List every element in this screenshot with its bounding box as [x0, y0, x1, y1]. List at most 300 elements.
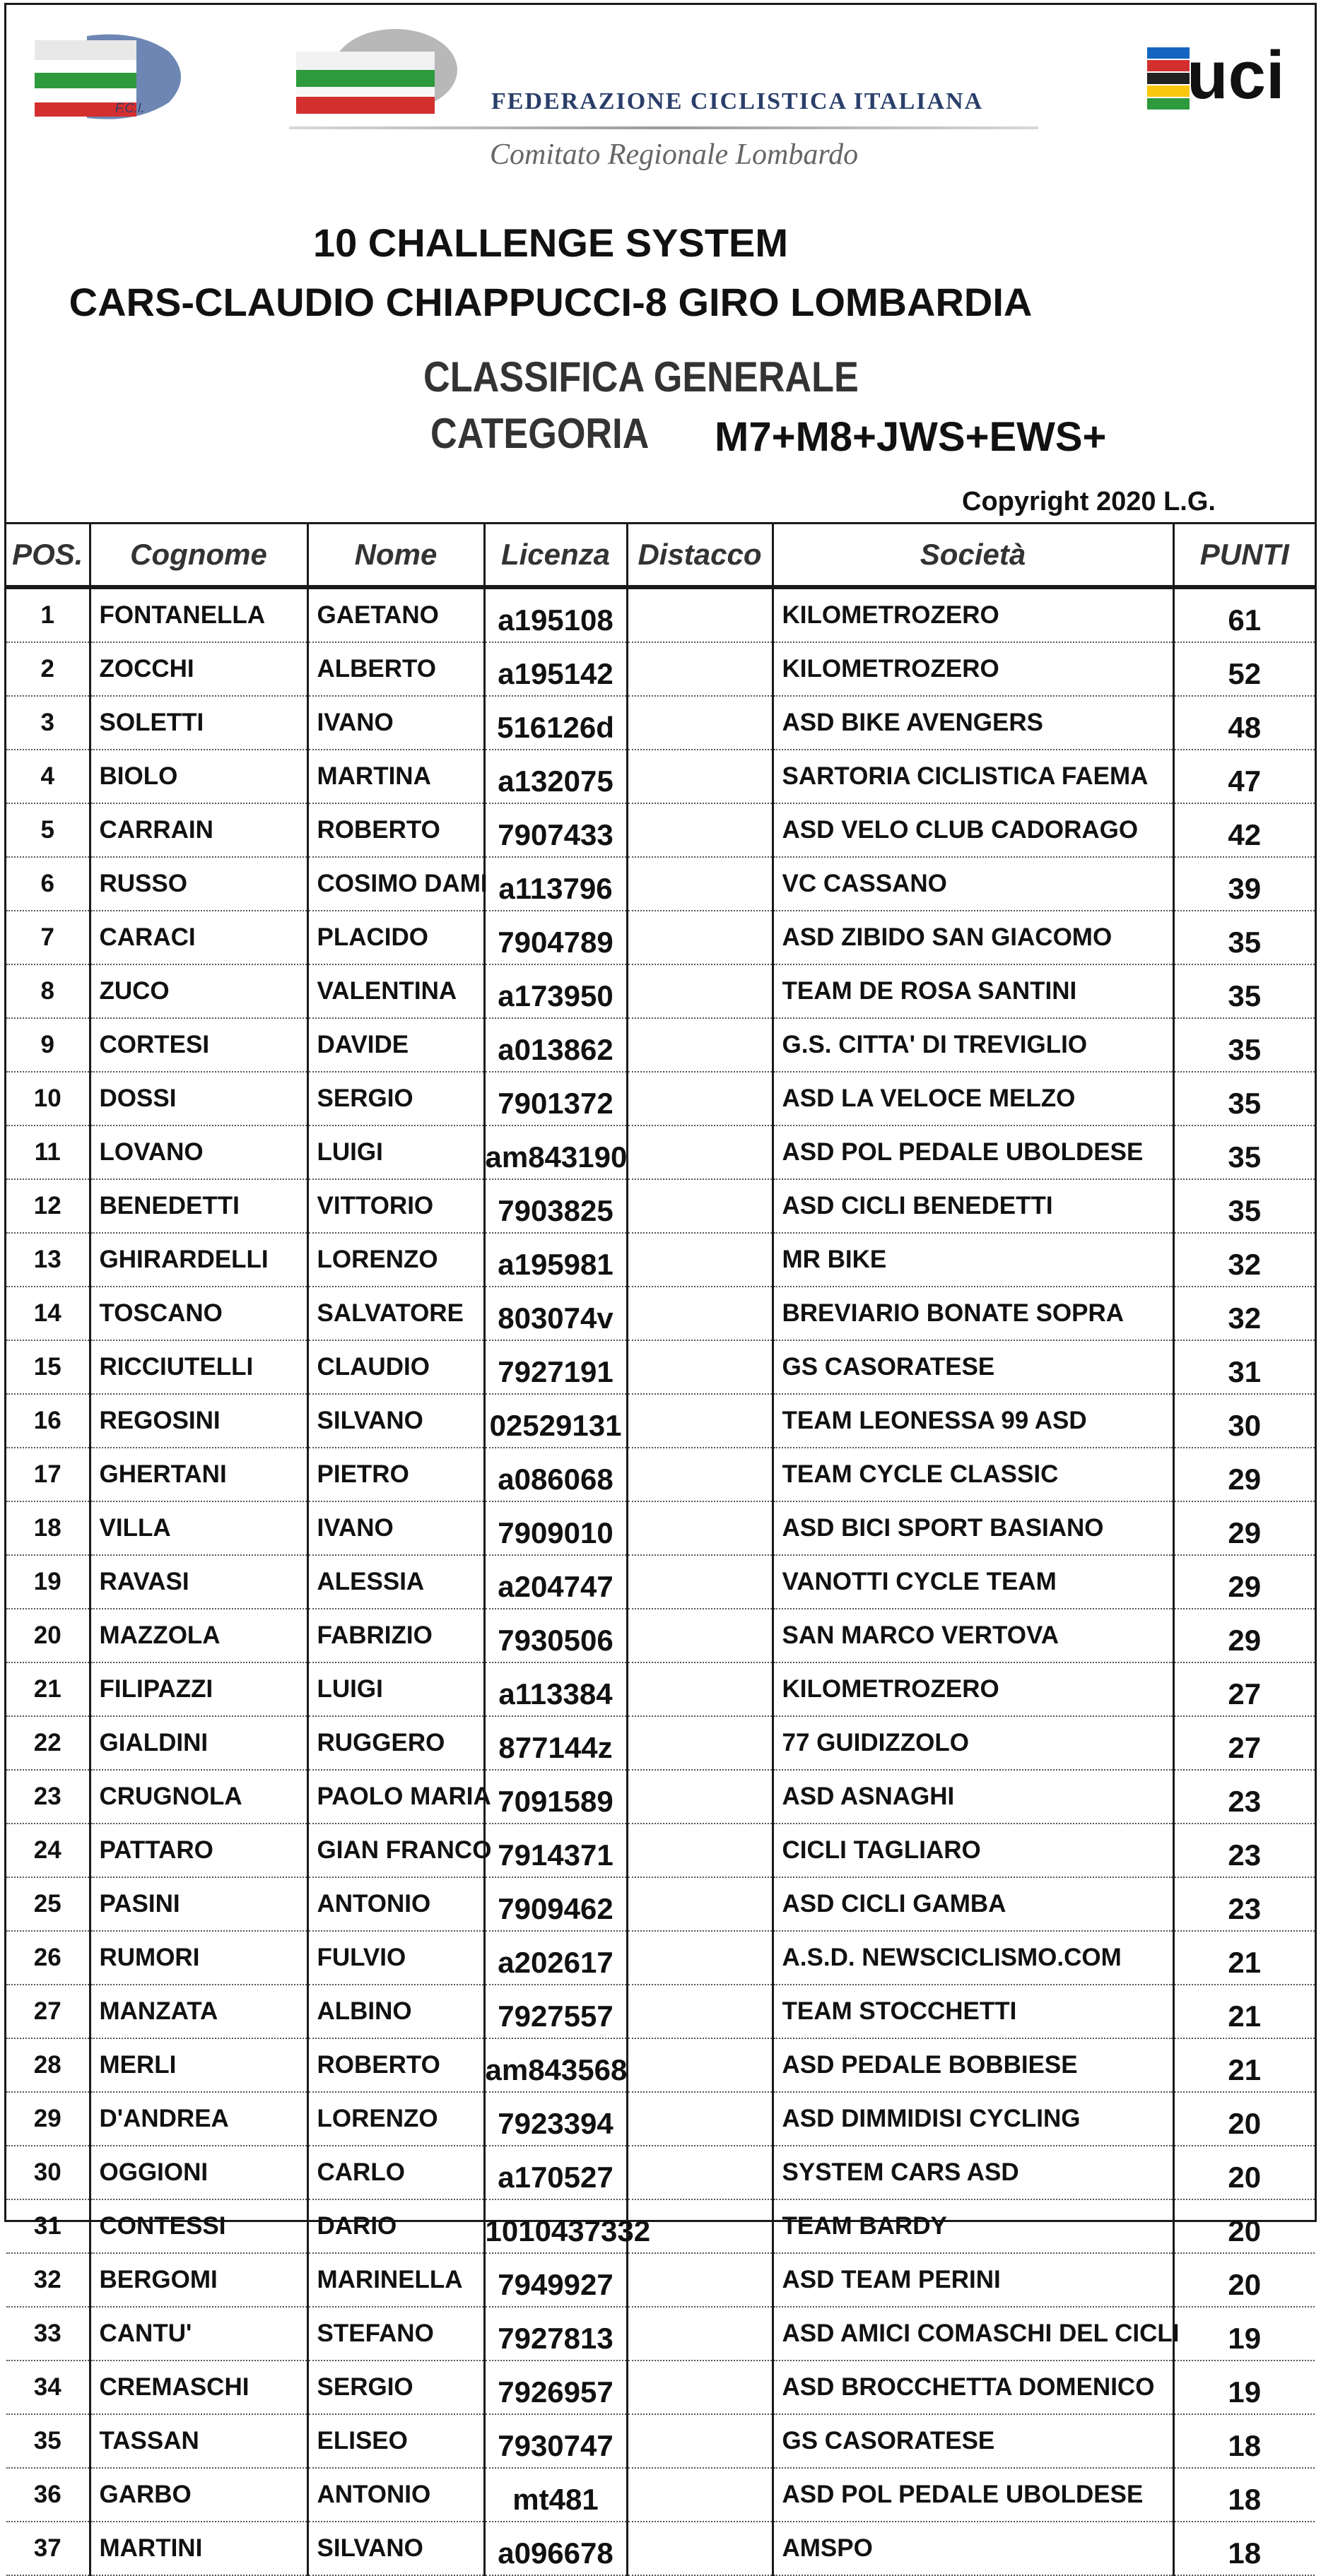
svg-text:F.C.I.: F.C.I. [115, 101, 145, 115]
cell-surname: CREMASCHI [90, 2361, 307, 2414]
cell-surname: RUSSO [90, 857, 307, 911]
col-header-points: PUNTI [1173, 524, 1315, 588]
cell-license: a195142 [484, 642, 627, 696]
table-row [6, 2199, 1315, 2253]
cell-position: 4 [6, 750, 90, 803]
cell-club: TEAM BARDY [773, 2199, 1173, 2253]
table-row [6, 1125, 1315, 1179]
header-divider [289, 126, 1038, 129]
cell-surname: CARRAIN [90, 803, 307, 857]
table-row [6, 2146, 1315, 2199]
cell-position: 7 [6, 911, 90, 964]
cell-club: KILOMETROZERO [773, 642, 1173, 696]
category-label: CATEGORIA [430, 410, 650, 457]
cell-first-name: VITTORIO [307, 1179, 484, 1233]
cell-position: 10 [6, 1072, 90, 1125]
cell-points: 29 [1173, 1448, 1315, 1501]
cell-points: 31 [1173, 1340, 1315, 1394]
cell-club: TEAM DE ROSA SANTINI [773, 964, 1173, 1018]
cell-first-name: GAETANO [307, 587, 484, 642]
cell-license: 7930747 [484, 2414, 627, 2468]
cell-license: 516126d [484, 696, 627, 750]
cell-position: 37 [6, 2522, 90, 2575]
table-row [6, 2414, 1315, 2468]
cell-points: 32 [1173, 1287, 1315, 1340]
cell-license: am843190 [484, 1125, 627, 1179]
cell-first-name: STEFANO [307, 2307, 484, 2361]
cell-position: 15 [6, 1340, 90, 1394]
cell-club: VC CASSANO [773, 857, 1173, 911]
table-row [6, 2253, 1315, 2307]
cell-first-name: ANTONIO [307, 2468, 484, 2522]
cell-points: 61 [1173, 587, 1315, 642]
cell-points: 32 [1173, 1233, 1315, 1287]
cell-points: 27 [1173, 1662, 1315, 1716]
cell-license: am843568 [484, 2038, 627, 2092]
svg-text:uci: uci [1187, 37, 1285, 113]
table-row [6, 1287, 1315, 1340]
cell-points: 23 [1173, 1877, 1315, 1931]
cell-points: 35 [1173, 1072, 1315, 1125]
cell-first-name: MARINELLA [307, 2253, 484, 2307]
table-row [6, 1662, 1315, 1716]
cell-position: 16 [6, 1394, 90, 1448]
cell-position: 31 [6, 2199, 90, 2253]
cell-surname: ZUCO [90, 964, 307, 1018]
cell-license: 7901372 [484, 1072, 627, 1125]
cell-club: KILOMETROZERO [773, 587, 1173, 642]
cell-points: 35 [1173, 1179, 1315, 1233]
table-row [6, 1770, 1315, 1824]
table-header-row [6, 524, 1315, 588]
table-row [6, 911, 1315, 964]
cell-gap [627, 1501, 773, 1555]
cell-license: 7927191 [484, 1340, 627, 1394]
cell-license: 7926957 [484, 2361, 627, 2414]
cell-position: 3 [6, 696, 90, 750]
copyright-note: Copyright 2020 L.G. [962, 487, 1216, 516]
cell-points: 35 [1173, 964, 1315, 1018]
cell-gap [627, 1555, 773, 1609]
cell-license: 7903825 [484, 1179, 627, 1233]
cell-position: 5 [6, 803, 90, 857]
table-row [6, 1072, 1315, 1125]
cell-gap [627, 1716, 773, 1770]
table-row [6, 1555, 1315, 1609]
category-value: M7+M8+JWS+EWS+ [715, 414, 1107, 460]
cell-gap [627, 2414, 773, 2468]
cell-club: KILOMETROZERO [773, 1662, 1173, 1716]
cell-first-name: CARLO [307, 2146, 484, 2199]
cell-points: 19 [1173, 2307, 1315, 2361]
cell-club: ASD PEDALE BOBBIESE [773, 2038, 1173, 2092]
cell-gap [627, 1125, 773, 1179]
cell-club: ASD ASNAGHI [773, 1770, 1173, 1824]
cell-surname: RAVASI [90, 1555, 307, 1609]
cell-first-name: ANTONIO [307, 1877, 484, 1931]
cell-club: AMSPO [773, 2522, 1173, 2575]
cell-club: ASD AMICI COMASCHI DEL CICLI [773, 2307, 1173, 2361]
standings-table [6, 522, 1315, 2576]
cell-gap [627, 1394, 773, 1448]
cell-surname: OGGIONI [90, 2146, 307, 2199]
results-sheet [4, 3, 1317, 2570]
cell-position: 26 [6, 1931, 90, 1985]
cell-surname: TASSAN [90, 2414, 307, 2468]
cell-first-name: DAVIDE [307, 1018, 484, 1072]
table-row [6, 2361, 1315, 2414]
table-row [6, 1877, 1315, 1931]
cell-position: 6 [6, 857, 90, 911]
cell-license: a202617 [484, 1931, 627, 1985]
cell-gap [627, 2092, 773, 2146]
table-row [6, 1233, 1315, 1287]
cell-points: 48 [1173, 696, 1315, 750]
cell-club: ASD TEAM PERINI [773, 2253, 1173, 2307]
cell-first-name: DARIO [307, 2199, 484, 2253]
table-row [6, 1824, 1315, 1877]
table-row [6, 857, 1315, 911]
cell-club: VANOTTI CYCLE TEAM [773, 1555, 1173, 1609]
cell-surname: D'ANDREA [90, 2092, 307, 2146]
cell-gap [627, 587, 773, 642]
cell-gap [627, 1609, 773, 1662]
table-row [6, 1448, 1315, 1501]
cell-club: ASD BICI SPORT BASIANO [773, 1501, 1173, 1555]
table-row [6, 1179, 1315, 1233]
cell-position: 24 [6, 1824, 90, 1877]
cell-gap [627, 2307, 773, 2361]
table-row [6, 2092, 1315, 2146]
cell-points: 30 [1173, 1394, 1315, 1448]
cell-license: 7909462 [484, 1877, 627, 1931]
cell-first-name: PAOLO MARIA [307, 1770, 484, 1824]
table-row [6, 1931, 1315, 1985]
cell-position: 28 [6, 2038, 90, 2092]
table-row [6, 803, 1315, 857]
col-header-surname: Cognome [90, 524, 307, 588]
cell-surname: CANTU' [90, 2307, 307, 2361]
cell-license: 1010437332 [484, 2199, 627, 2253]
cell-points: 21 [1173, 2038, 1315, 2092]
cell-club: ASD BROCCHETTA DOMENICO [773, 2361, 1173, 2414]
cell-first-name: MARTINA [307, 750, 484, 803]
table-row [6, 1609, 1315, 1662]
event-title: CARS-CLAUDIO CHIAPPUCCI-8 GIRO LOMBARDIA [69, 280, 1033, 324]
cell-points: 29 [1173, 1609, 1315, 1662]
cell-points: 21 [1173, 1985, 1315, 2038]
cell-gap [627, 1179, 773, 1233]
cell-surname: ZOCCHI [90, 642, 307, 696]
cell-surname: TOSCANO [90, 1287, 307, 1340]
cell-club: SAN MARCO VERTOVA [773, 1609, 1173, 1662]
fci-logo [30, 30, 190, 124]
cell-first-name: RUGGERO [307, 1716, 484, 1770]
cell-license: a113796 [484, 857, 627, 911]
cell-points: 20 [1173, 2253, 1315, 2307]
cell-gap [627, 750, 773, 803]
committee-name: Comitato Regionale Lombardo [490, 138, 859, 171]
cell-club: SYSTEM CARS ASD [773, 2146, 1173, 2199]
cell-position: 11 [6, 1125, 90, 1179]
cell-gap [627, 1770, 773, 1824]
cell-club: ASD LA VELOCE MELZO [773, 1072, 1173, 1125]
cell-license: 7923394 [484, 2092, 627, 2146]
cell-license: a173950 [484, 964, 627, 1018]
cell-surname: PATTARO [90, 1824, 307, 1877]
cell-first-name: SALVATORE [307, 1287, 484, 1340]
cell-points: 35 [1173, 1125, 1315, 1179]
cell-first-name: LORENZO [307, 1233, 484, 1287]
federation-logo [289, 25, 459, 124]
cell-first-name: SILVANO [307, 1394, 484, 1448]
cell-first-name: VALENTINA [307, 964, 484, 1018]
cell-gap [627, 2468, 773, 2522]
cell-points: 18 [1173, 2468, 1315, 2522]
cell-first-name: LUIGI [307, 1125, 484, 1179]
cell-position: 23 [6, 1770, 90, 1824]
cell-gap [627, 696, 773, 750]
table-row [6, 1985, 1315, 2038]
cell-points: 20 [1173, 2146, 1315, 2199]
cell-first-name: ALBERTO [307, 642, 484, 696]
cell-position: 14 [6, 1287, 90, 1340]
cell-surname: REGOSINI [90, 1394, 307, 1448]
table-row [6, 1394, 1315, 1448]
cell-club: ASD DIMMIDISI CYCLING [773, 2092, 1173, 2146]
cell-license: a204747 [484, 1555, 627, 1609]
classification-heading: CLASSIFICA GENERALE [423, 353, 859, 401]
cell-first-name: LORENZO [307, 2092, 484, 2146]
cell-license: 7909010 [484, 1501, 627, 1555]
cell-gap [627, 803, 773, 857]
cell-club: GS CASORATESE [773, 1340, 1173, 1394]
table-row [6, 964, 1315, 1018]
cell-gap [627, 1877, 773, 1931]
cell-gap [627, 2146, 773, 2199]
table-row [6, 2307, 1315, 2361]
cell-club: TEAM LEONESSA 99 ASD [773, 1394, 1173, 1448]
cell-surname: MAZZOLA [90, 1609, 307, 1662]
cell-position: 18 [6, 1501, 90, 1555]
cell-surname: RUMORI [90, 1931, 307, 1985]
cell-position: 34 [6, 2361, 90, 2414]
cell-position: 22 [6, 1716, 90, 1770]
cell-position: 9 [6, 1018, 90, 1072]
table-row [6, 587, 1315, 642]
cell-surname: DOSSI [90, 1072, 307, 1125]
cell-gap [627, 642, 773, 696]
cell-first-name: GIAN FRANCO [307, 1824, 484, 1877]
cell-license: a132075 [484, 750, 627, 803]
cell-surname: MARTINI [90, 2522, 307, 2575]
cell-position: 13 [6, 1233, 90, 1287]
cell-surname: CRUGNOLA [90, 1770, 307, 1824]
cell-first-name: CLAUDIO [307, 1340, 484, 1394]
cell-club: TEAM STOCCHETTI [773, 1985, 1173, 2038]
cell-position: 27 [6, 1985, 90, 2038]
cell-license: 803074v [484, 1287, 627, 1340]
table-row [6, 2468, 1315, 2522]
cell-club: ASD ZIBIDO SAN GIACOMO [773, 911, 1173, 964]
cell-position: 20 [6, 1609, 90, 1662]
cell-position: 30 [6, 2146, 90, 2199]
cell-points: 27 [1173, 1716, 1315, 1770]
cell-first-name: ROBERTO [307, 803, 484, 857]
cell-points: 35 [1173, 1018, 1315, 1072]
cell-gap [627, 1985, 773, 2038]
cell-gap [627, 2038, 773, 2092]
cell-club: SARTORIA CICLISTICA FAEMA [773, 750, 1173, 803]
table-row [6, 2038, 1315, 2092]
table-row [6, 1018, 1315, 1072]
cell-points: 18 [1173, 2522, 1315, 2575]
cell-license: a195981 [484, 1233, 627, 1287]
cell-position: 19 [6, 1555, 90, 1609]
cell-first-name: FABRIZIO [307, 1609, 484, 1662]
cell-gap [627, 1824, 773, 1877]
cell-license: 7949927 [484, 2253, 627, 2307]
cell-surname: GARBO [90, 2468, 307, 2522]
cell-position: 25 [6, 1877, 90, 1931]
cell-license: 877144z [484, 1716, 627, 1770]
cell-position: 21 [6, 1662, 90, 1716]
cell-license: a113384 [484, 1662, 627, 1716]
cell-first-name: ALESSIA [307, 1555, 484, 1609]
cell-surname: BENEDETTI [90, 1179, 307, 1233]
cell-license: 7907433 [484, 803, 627, 857]
cell-surname: CORTESI [90, 1018, 307, 1072]
cell-points: 29 [1173, 1555, 1315, 1609]
cell-first-name: LUIGI [307, 1662, 484, 1716]
cell-surname: BIOLO [90, 750, 307, 803]
cell-points: 23 [1173, 1824, 1315, 1877]
cell-surname: BERGOMI [90, 2253, 307, 2307]
cell-surname: PASINI [90, 1877, 307, 1931]
cell-gap [627, 2522, 773, 2575]
cell-position: 33 [6, 2307, 90, 2361]
federation-name: FEDERAZIONE CICLISTICA ITALIANA [491, 88, 984, 114]
cell-club: MR BIKE [773, 1233, 1173, 1287]
cell-gap [627, 2253, 773, 2307]
cell-license: a086068 [484, 1448, 627, 1501]
cell-license: 02529131 [484, 1394, 627, 1448]
table-row [6, 750, 1315, 803]
col-header-name: Nome [307, 524, 484, 588]
cell-points: 42 [1173, 803, 1315, 857]
cell-gap [627, 1931, 773, 1985]
col-header-gap: Distacco [627, 524, 773, 588]
cell-surname: LOVANO [90, 1125, 307, 1179]
table-row [6, 1501, 1315, 1555]
cell-license: 7091589 [484, 1770, 627, 1824]
cell-license: 7930506 [484, 1609, 627, 1662]
cell-surname: GIALDINI [90, 1716, 307, 1770]
cell-points: 35 [1173, 911, 1315, 964]
table-row [6, 1716, 1315, 1770]
cell-club: GS CASORATESE [773, 2414, 1173, 2468]
cell-first-name: SILVANO [307, 2522, 484, 2575]
cell-gap [627, 1340, 773, 1394]
cell-position: 2 [6, 642, 90, 696]
cell-first-name: PIETRO [307, 1448, 484, 1501]
table-row [6, 642, 1315, 696]
cell-surname: CONTESSI [90, 2199, 307, 2253]
cell-first-name: ALBINO [307, 1985, 484, 2038]
cell-first-name: SERGIO [307, 1072, 484, 1125]
cell-first-name: ELISEO [307, 2414, 484, 2468]
cell-surname: GHERTANI [90, 1448, 307, 1501]
cell-gap [627, 1287, 773, 1340]
cell-club: TEAM CYCLE CLASSIC [773, 1448, 1173, 1501]
cell-club: ASD POL PEDALE UBOLDESE [773, 1125, 1173, 1179]
cell-gap [627, 857, 773, 911]
cell-position: 29 [6, 2092, 90, 2146]
cell-points: 52 [1173, 642, 1315, 696]
col-header-license: Licenza [484, 524, 627, 588]
cell-first-name: FULVIO [307, 1931, 484, 1985]
col-header-pos: POS. [6, 524, 90, 588]
cell-surname: FONTANELLA [90, 587, 307, 642]
cell-surname: RICCIUTELLI [90, 1340, 307, 1394]
cell-surname: MANZATA [90, 1985, 307, 2038]
cell-first-name: IVANO [307, 1501, 484, 1555]
cell-gap [627, 1448, 773, 1501]
cell-club: 77 GUIDIZZOLO [773, 1716, 1173, 1770]
cell-license: 7927813 [484, 2307, 627, 2361]
cell-position: 17 [6, 1448, 90, 1501]
cell-surname: MERLI [90, 2038, 307, 2092]
cell-club: ASD VELO CLUB CADORAGO [773, 803, 1173, 857]
cell-first-name: IVANO [307, 696, 484, 750]
cell-points: 23 [1173, 1770, 1315, 1824]
cell-license: 7927557 [484, 1985, 627, 2038]
cell-club: ASD BIKE AVENGERS [773, 696, 1173, 750]
cell-surname: VILLA [90, 1501, 307, 1555]
challenge-title: 10 CHALLENGE SYSTEM [312, 220, 789, 265]
cell-license: a096678 [484, 2522, 627, 2575]
cell-points: 18 [1173, 2414, 1315, 2468]
cell-position: 8 [6, 964, 90, 1018]
cell-club: ASD CICLI BENEDETTI [773, 1179, 1173, 1233]
cell-club: CICLI TAGLIARO [773, 1824, 1173, 1877]
cell-gap [627, 1233, 773, 1287]
uci-logo [1141, 33, 1314, 125]
cell-license: 7904789 [484, 911, 627, 964]
cell-points: 29 [1173, 1501, 1315, 1555]
cell-license: a195108 [484, 587, 627, 642]
cell-surname: FILIPAZZI [90, 1662, 307, 1716]
cell-gap [627, 1662, 773, 1716]
cell-points: 47 [1173, 750, 1315, 803]
cell-license: 7914371 [484, 1824, 627, 1877]
cell-club: BREVIARIO BONATE SOPRA [773, 1287, 1173, 1340]
cell-license: a013862 [484, 1018, 627, 1072]
cell-gap [627, 1072, 773, 1125]
cell-gap [627, 2361, 773, 2414]
cell-first-name: COSIMO DAMI [307, 857, 484, 911]
cell-position: 1 [6, 587, 90, 642]
cell-club: A.S.D. NEWSCICLISMO.COM [773, 1931, 1173, 1985]
cell-first-name: PLACIDO [307, 911, 484, 964]
col-header-club: Società [773, 524, 1173, 588]
cell-points: 20 [1173, 2092, 1315, 2146]
cell-license: mt481 [484, 2468, 627, 2522]
cell-position: 35 [6, 2414, 90, 2468]
table-row [6, 2522, 1315, 2575]
cell-points: 19 [1173, 2361, 1315, 2414]
table-row [6, 696, 1315, 750]
